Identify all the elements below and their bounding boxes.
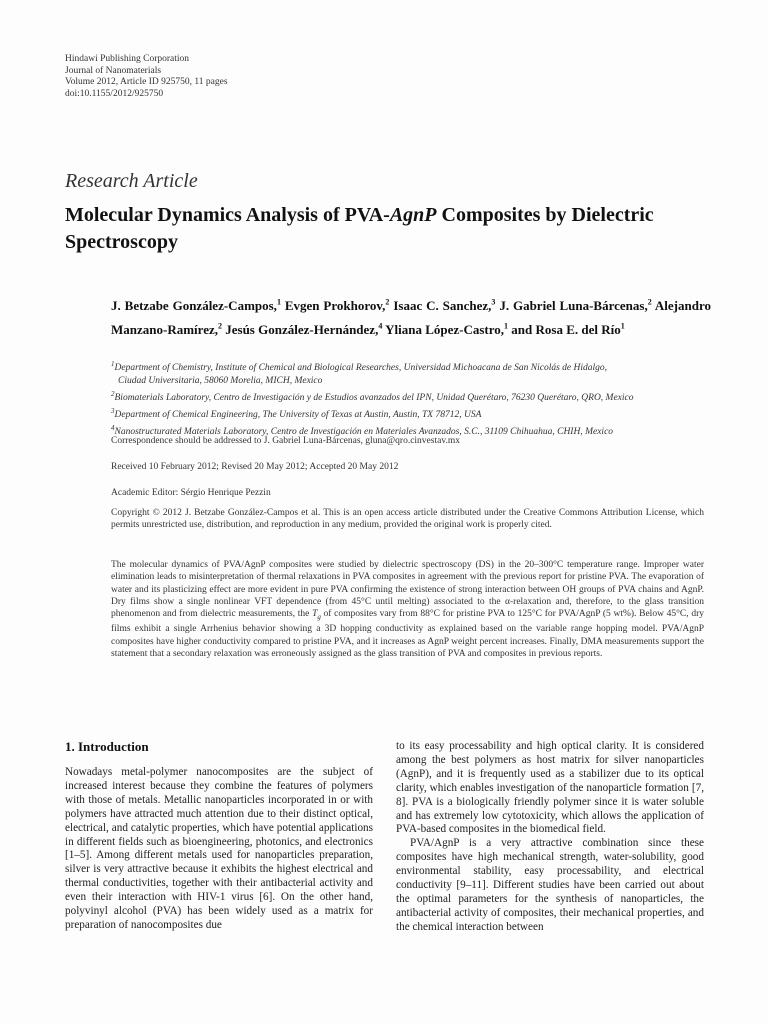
doi: doi:10.1155/2012/925750 [65, 88, 164, 99]
affiliation: $^3$Department of Chemical Engineering, The University of Texas at Austin, Austin, TX 78712, USA [111, 407, 482, 421]
academic-editor: Academic Editor: Sérgio Henrique Pezzin [111, 488, 271, 498]
affiliation: $^4$Nanostructurated Materials Laboratory, Centro de Investigación en Materiales Avanzados, S.C., 31109 Chihuahua, CHIH, Mexico [111, 424, 614, 438]
affiliation: $^2$Biomaterials Laboratory, Centro de Investigación y de Estudios avanzados del IPN, Unidad Querétaro, 76230 Querétaro, QRO, Mexico [111, 390, 634, 404]
author-list [111, 293, 711, 340]
paragraph: PVA/AgnP is a very attractive combination since these composites have high mechanical strength, water-solubility, good environmental stability, easy processability, and electrical conductivity [9–11]. Different studies have been carried out about the optimal parameters for the synthesis of nanoparticles, the antibacterial activity of composites, their mechanical properties, and the chemical interaction between [396, 837, 704, 933]
correspondence: Correspondence should be addressed to J. Gabriel Luna-Bárcenas, gluna@qro.cinvestav.mx [111, 436, 460, 446]
paragraph: to its easy processability and high optical clarity. It is considered among the best polymers as host matrix for silver nanoparticles (AgnP), and it is frequently used as a stabilizer due to its optical clarity, which enables investigation of the nanoparticle formation [7, 8]. PVA is a biologically friendly polymer since it is water soluble and has extremely low cytotoxicity, which allows the application of PVA-based composites in the biomedical field. [396, 740, 704, 836]
author: Alejandro Manzano-Ramírez,$^2$ [111, 298, 712, 337]
volume-info: Volume 2012, Article ID 925750, 11 pages [65, 77, 228, 87]
title-part2: Composites by Dielectric Spectroscopy [65, 204, 654, 253]
title-italic: AgnP [389, 204, 437, 226]
author: Jesús González-Hernández,$^4$ [225, 321, 383, 337]
title-part1: Molecular Dynamics Analysis of PVA- [65, 204, 390, 226]
author: Yliana López-Castro,$^1$ [385, 321, 509, 337]
abstract: The molecular dynamics of PVA/AgnP composites were studied by dielectric spectroscopy (DS) in the 20–300°C temperature range. Improper water elimination leads to misinterpretation of thermal relaxations in PVA composites in agreement with the previous report for pristine PVA. The evaporation of water and its plasticizing effect are more evident in pure PVA confirming the existence of strong interaction between OH groups of PVA chains and AgnP. Dry films show a single nonlinear VFT dependence (from 45°C until melting) associated to the α-relaxation and, therefore, to the glass transition phenomenon and from dielectric measurements, the $T_g$ of composites vary from 88°C for pristine PVA to 125°C for PVA/AgnP (5 wt%). Below 45°C, dry films exhibit a single Arrhenius behavior showing a 3D hopping conductivity as explained based on the variable range hopping model. PVA/AgnP composites have higher conductivity compared to pristine PVA, and it increases as AgnP weight percent increases. Finally, DMA measurements support the statement that a secondary relaxation was erroneously assigned as the glass transition of PVA and composites in previous reports. [111, 560, 704, 659]
author: Isaac C. Sanchez,$^3$ [393, 298, 496, 314]
publisher: Hindawi Publishing Corporation [65, 54, 190, 64]
copyright-notice: Copyright © 2012 J. Betzabe González-Campos et al. This is an open access article distributed under the Creative Commons Attribution License, which permits unrestricted use, distribution, and reproduction in any medium, provided the original work is properly cited. [111, 508, 704, 531]
affiliation-list [111, 358, 711, 440]
journal-header [65, 54, 228, 100]
author: J. Gabriel Luna-Bárcenas,$^2$ [499, 298, 652, 314]
paragraph: Nowadays metal-polymer nanocomposites are the subject of increased interest because they combine the features of polymers with those of metals. Metallic nanoparticles incorporated in or with polymers have attracted much attention due to their distinct optical, electrical, and catalytic properties, which have potential applications in different fields such as bioengineering, photonics, and electronics [1–5]. Among different metals used for nanoparticles preparation, silver is very attractive because it exhibits the highest electrical and thermal conductivities, together with their antibacterial activity and even their interaction with HIV-1 virus [6]. On the other hand, polyvinyl alcohol (PVA) has been widely used as a matrix for preparation of nanocomposites due [65, 766, 373, 931]
affiliation-continuation: Ciudad Universitaria, 58060 Morelia, MICH, Mexico [118, 376, 323, 387]
author: and Rosa E. del Río$^1$ [511, 321, 625, 337]
author: Evgen Prokhorov,$^2$ [284, 298, 390, 314]
affiliation: $^1$Department of Chemistry, Institute of Chemical and Biological Researches, Universidad Michoacana de San Nicolás de Hidalgo, [111, 360, 608, 374]
author: J. Betzabe González-Campos,$^1$ [111, 298, 281, 314]
received-dates: Received 10 February 2012; Revised 20 May 2012; Accepted 20 May 2012 [111, 462, 399, 472]
tg-symbol: T [312, 609, 318, 620]
paper-title [65, 202, 705, 256]
body-column-left [65, 766, 373, 933]
article-type: Research Article [65, 170, 198, 192]
journal-name: Journal of Nanomaterials [65, 65, 162, 76]
body-column-right [396, 740, 704, 935]
section-heading-introduction: 1. Introduction [65, 739, 149, 754]
